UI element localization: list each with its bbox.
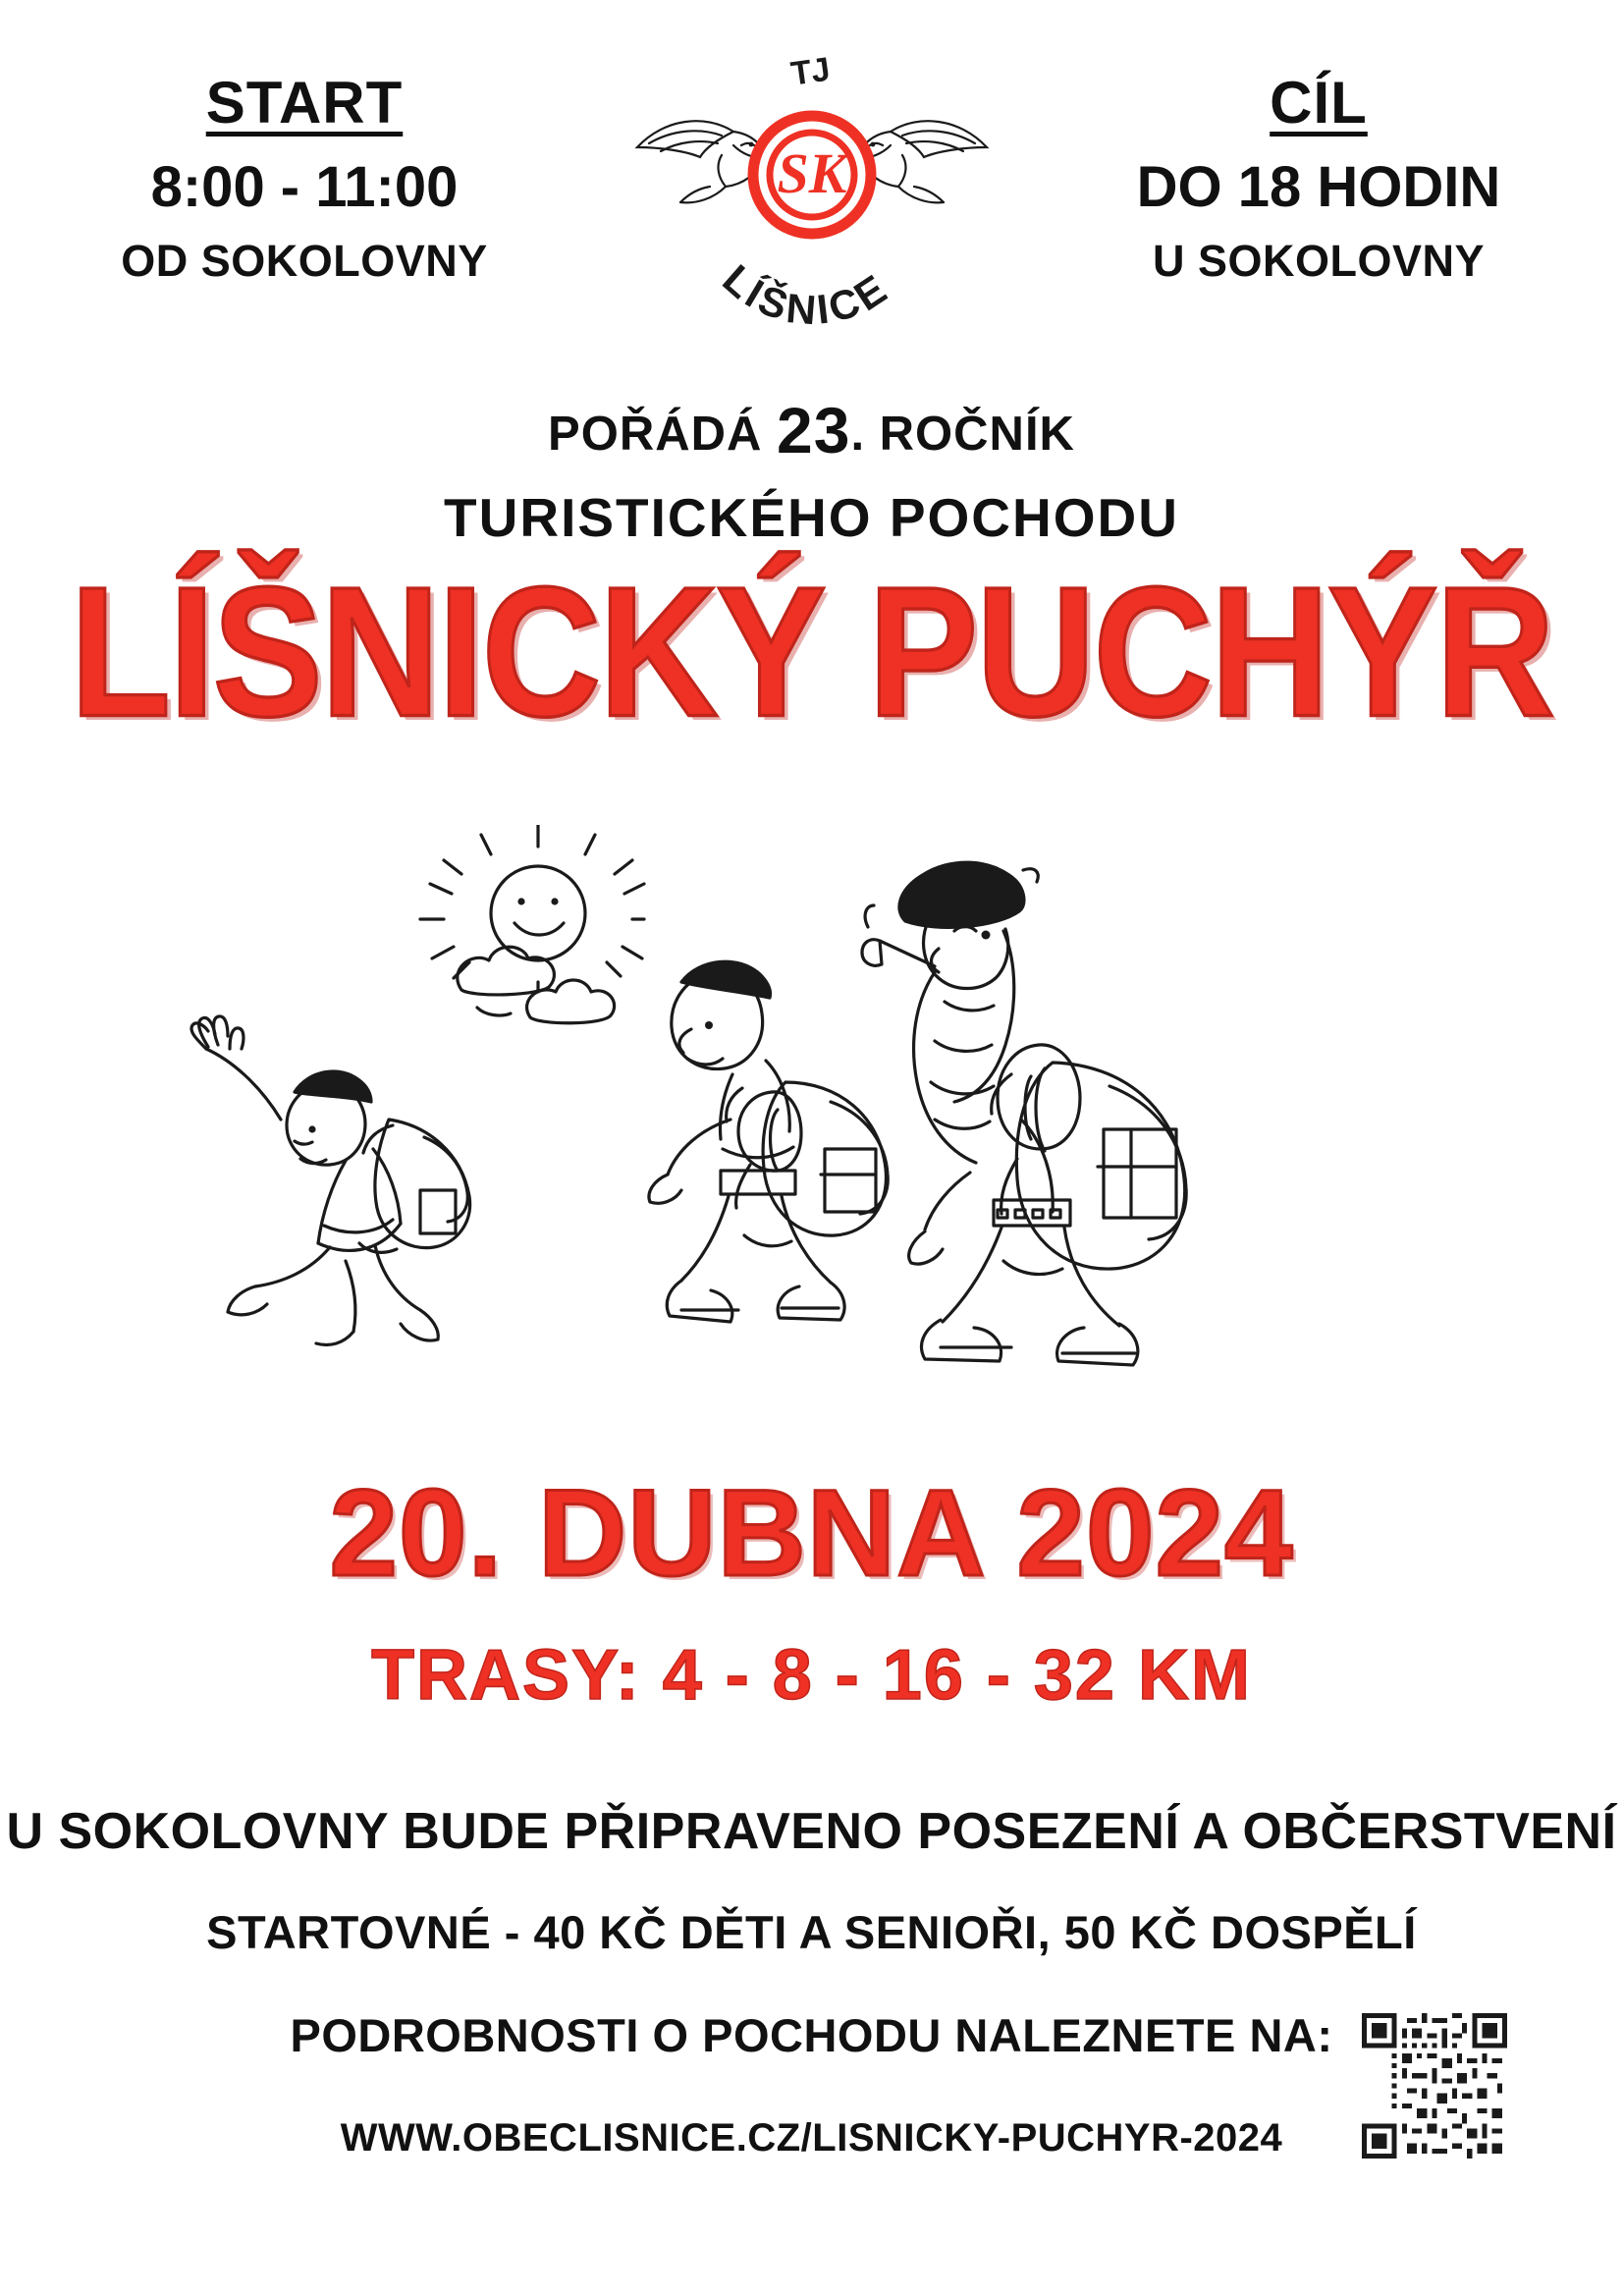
website-line: WWW.OBECLISNICE.CZ/LISNICKY-PUCHYR-2024 xyxy=(340,2116,1283,2159)
poster-header xyxy=(0,50,1623,383)
club-emblem-icon xyxy=(616,49,1008,334)
sun-icon xyxy=(420,825,644,992)
start-label: START xyxy=(205,70,404,136)
event-date: 20. DUBNA 2024 xyxy=(329,1465,1294,1602)
start-place: OD SOKOLOVNY xyxy=(121,236,488,286)
tj-lisnice-logo xyxy=(616,49,1008,334)
edition-number: 23 xyxy=(777,394,851,466)
finish-time: DO 18 HODIN xyxy=(1136,155,1501,219)
event-subtitle: TURISTICKÉHO POCHODU xyxy=(444,487,1179,548)
start-time: 8:00 - 11:00 xyxy=(150,155,459,219)
page-title: LÍŠNICKÝ PUCHÝŘ xyxy=(70,548,1553,755)
hiker-bearded-man xyxy=(862,862,1186,1365)
hikers-illustration xyxy=(0,825,1623,1434)
hiker-teen xyxy=(649,961,888,1322)
organizer-suffix: . ROČNÍK xyxy=(850,408,1075,461)
emblem-top-text: TJ xyxy=(787,50,833,93)
hikers-drawing-icon xyxy=(0,825,1623,1434)
qr-code-icon[interactable] xyxy=(1362,2013,1507,2159)
emblem-monogram: SK xyxy=(777,141,846,205)
organizer-prefix: POŘÁDÁ xyxy=(548,408,763,461)
entry-fee-line: STARTOVNÉ - 40 KČ DĚTI A SENIOŘI, 50 KČ DOSPĚLÍ xyxy=(206,1906,1417,1958)
routes-line: TRASY: 4 - 8 - 16 - 32 KM xyxy=(371,1636,1252,1715)
cloud-icon xyxy=(458,947,615,1023)
finish-place: U SOKOLOVNY xyxy=(1152,236,1486,286)
finish-info-block xyxy=(1083,69,1554,287)
refreshments-line: U SOKOLOVNY BUDE PŘIPRAVENO POSEZENÍ A OBČERSTVENÍ xyxy=(6,1803,1617,1860)
finish-label: CÍL xyxy=(1270,70,1368,136)
details-line: PODROBNOSTI O POCHODU NALEZNETE NA: xyxy=(290,2009,1333,2061)
qr-code[interactable] xyxy=(1362,2013,1507,2159)
organizer-line xyxy=(0,393,1623,467)
emblem-bottom-text: LÍŠNICE xyxy=(713,255,897,334)
start-info-block xyxy=(69,69,540,287)
hiker-child xyxy=(191,1016,470,1345)
